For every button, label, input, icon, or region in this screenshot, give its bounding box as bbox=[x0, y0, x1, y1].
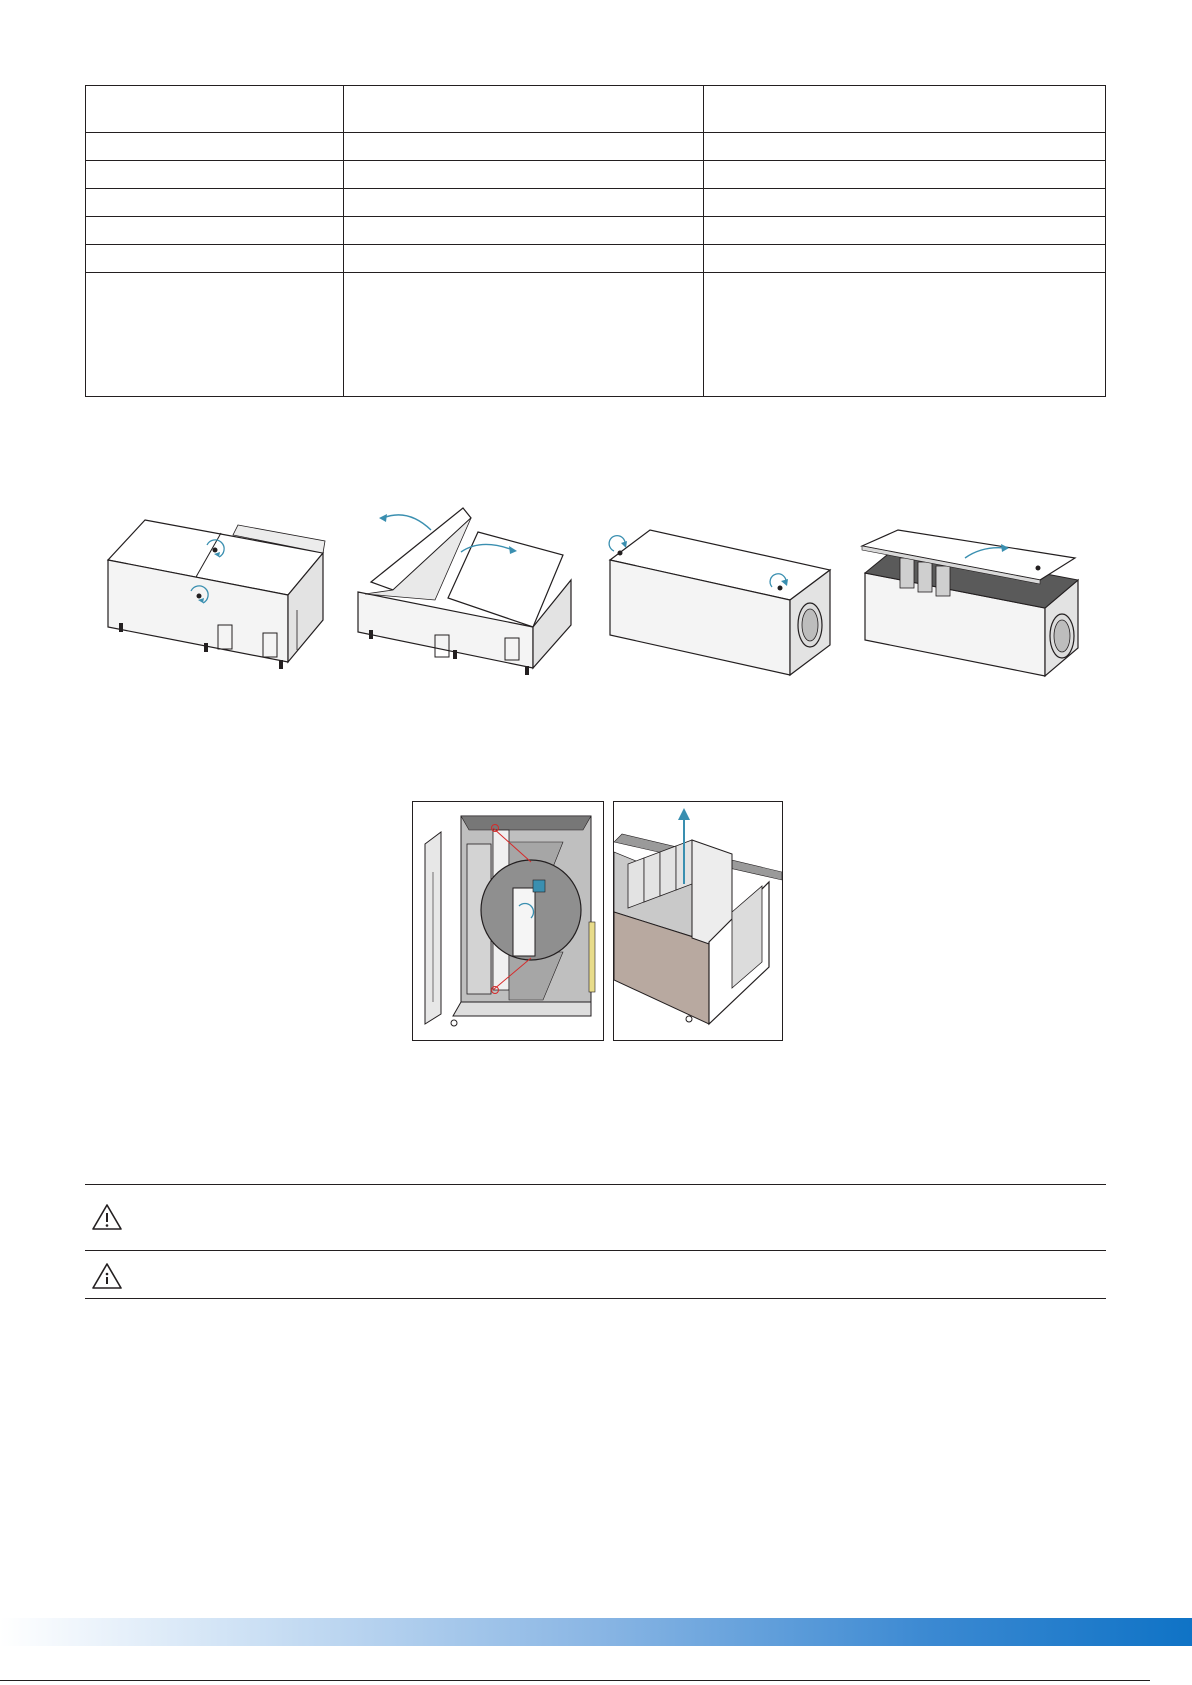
table-cell bbox=[343, 86, 704, 133]
table-cell bbox=[86, 133, 344, 161]
table-cell bbox=[704, 133, 1106, 161]
unit-two-panels-illustration bbox=[103, 515, 328, 680]
table-cell bbox=[343, 189, 704, 217]
table-row bbox=[86, 133, 1106, 161]
exchanger-detail-frame bbox=[412, 801, 604, 1041]
table-cell bbox=[86, 161, 344, 189]
table-row bbox=[86, 161, 1106, 189]
table-cell bbox=[704, 161, 1106, 189]
table-cell bbox=[86, 189, 344, 217]
notice-divider bbox=[85, 1298, 1106, 1299]
table-cell bbox=[704, 189, 1106, 217]
footer-divider bbox=[0, 1680, 1150, 1681]
table-cell bbox=[86, 273, 344, 397]
table-cell bbox=[86, 86, 344, 133]
table-cell bbox=[343, 133, 704, 161]
table-cell bbox=[343, 217, 704, 245]
table-cell bbox=[86, 217, 344, 245]
table-row bbox=[86, 189, 1106, 217]
table-row bbox=[86, 245, 1106, 273]
notice-divider bbox=[85, 1184, 1106, 1185]
warning-triangle-exclamation-icon bbox=[91, 1203, 123, 1236]
compact-unit-open-illustration bbox=[860, 528, 1085, 683]
maintenance-table bbox=[85, 85, 1106, 397]
table-cell bbox=[704, 86, 1106, 133]
table-row bbox=[86, 217, 1106, 245]
table-cell bbox=[86, 245, 344, 273]
filter-removal-frame bbox=[613, 801, 783, 1041]
table-cell bbox=[704, 217, 1106, 245]
table-cell bbox=[343, 245, 704, 273]
table-cell bbox=[704, 273, 1106, 397]
compact-unit-illustration bbox=[605, 525, 830, 680]
notice-divider bbox=[85, 1250, 1106, 1251]
table-row bbox=[86, 86, 1106, 133]
panels-opening-illustration bbox=[353, 510, 578, 680]
table-cell bbox=[343, 161, 704, 189]
table-cell bbox=[704, 245, 1106, 273]
table-cell bbox=[343, 273, 704, 397]
warning-triangle-info-icon bbox=[91, 1262, 123, 1295]
table-row bbox=[86, 273, 1106, 397]
footer-gradient-bar bbox=[0, 1618, 1192, 1646]
